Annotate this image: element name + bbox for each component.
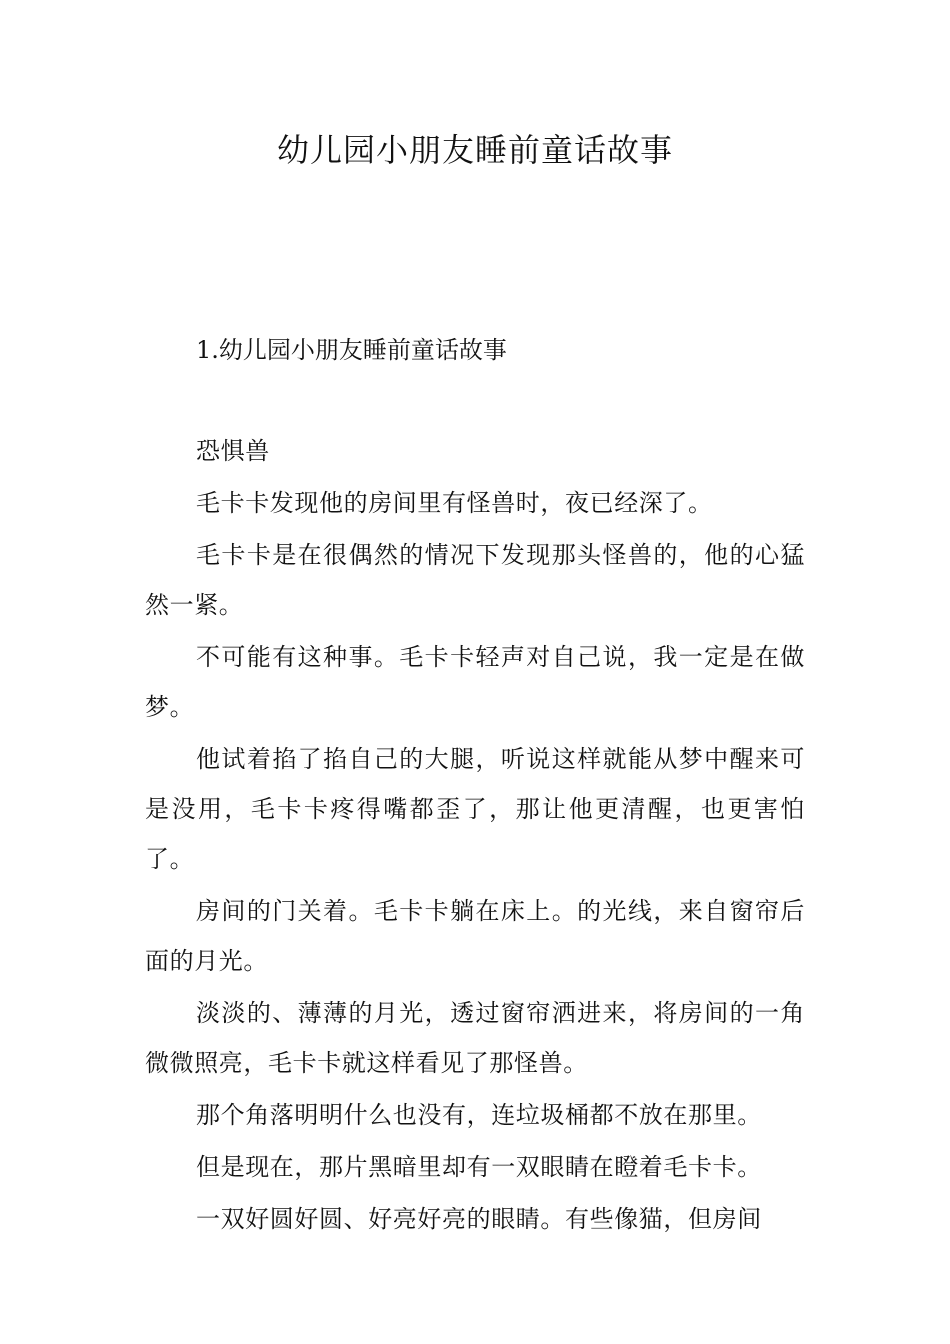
story-paragraph: 毛卡卡是在很偶然的情况下发现那头怪兽的，他的心猛然一紧。 bbox=[145, 541, 805, 619]
story-paragraph: 房间的门关着。毛卡卡躺在床上。的光线，来自窗帘后面的月光。 bbox=[145, 897, 805, 975]
story-paragraph: 淡淡的、薄薄的月光，透过窗帘洒进来，将房间的一角微微照亮，毛卡卡就这样看见了那怪兽。 bbox=[145, 999, 805, 1077]
story-paragraph: 他试着掐了掐自己的大腿，听说这样就能从梦中醒来可是没用，毛卡卡疼得嘴都歪了，那让他更清醒，也更害怕了。 bbox=[145, 745, 805, 873]
story-body bbox=[145, 426, 805, 1246]
document-title: 幼儿园小朋友睡前童话故事 bbox=[276, 131, 673, 169]
story-paragraph: 一双好圆好圆、好亮好亮的眼睛。有些像猫，但房间 bbox=[196, 1205, 762, 1233]
story-paragraph: 不可能有这种事。毛卡卡轻声对自己说，我一定是在做梦。 bbox=[145, 643, 805, 721]
section-heading: 1.幼儿园小朋友睡前童话故事 bbox=[196, 336, 507, 364]
story-paragraph: 但是现在，那片黑暗里却有一双眼睛在瞪着毛卡卡。 bbox=[196, 1153, 762, 1181]
story-paragraph: 那个角落明明什么也没有，连垃圾桶都不放在那里。 bbox=[196, 1101, 762, 1129]
story-paragraph: 恐惧兽 bbox=[196, 437, 270, 465]
story-paragraph: 毛卡卡发现他的房间里有怪兽时，夜已经深了。 bbox=[196, 489, 713, 517]
